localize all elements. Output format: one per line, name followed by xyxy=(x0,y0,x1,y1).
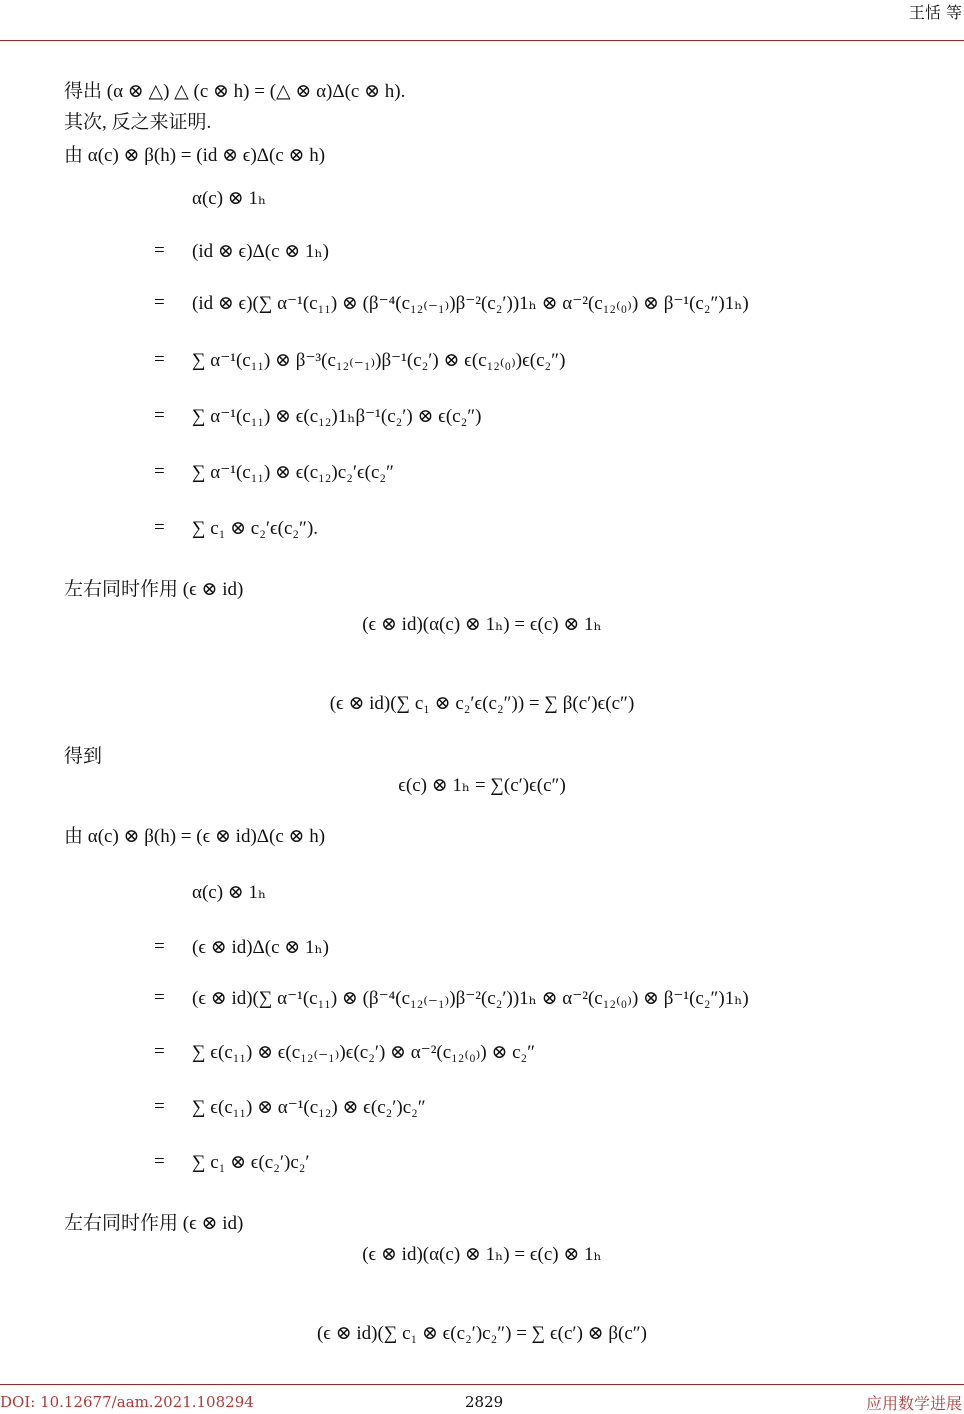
derivation2-step-4: ∑ ϵ(c₁₁) ⊗ α⁻¹(c₁₂) ⊗ ϵ(c₂′)c₂″ xyxy=(192,1097,426,1118)
derivation2-equals-4: = xyxy=(154,1096,165,1117)
page-number: 2829 xyxy=(465,1393,504,1411)
block1-equation-c: ϵ(c) ⊗ 1ₕ = ∑(c′)ϵ(c″) xyxy=(398,775,566,796)
block2-equation-a: (ϵ ⊗ id)(α(c) ⊗ 1ₕ) = ϵ(c) ⊗ 1ₕ xyxy=(362,1244,602,1265)
derivation1-step-3: ∑ α⁻¹(c₁₁) ⊗ β⁻³(c₁₂₍₋₁₎)β⁻¹(c₂′) ⊗ ϵ(c₁₂₍₀₎)ϵ(c₂″) xyxy=(192,350,566,371)
block2-equation-b: (ϵ ⊗ id)(∑ c₁ ⊗ ϵ(c₂′)c₂″) = ∑ ϵ(c′) ⊗ β(c″) xyxy=(316,1323,648,1344)
derivation2-first-line: α(c) ⊗ 1ₕ xyxy=(192,882,267,903)
derivation2-step-5: ∑ c₁ ⊗ ϵ(c₂′)c₂′ xyxy=(192,1152,310,1173)
derivation2-equals-1: = xyxy=(154,936,165,957)
footer-doi[interactable]: DOI: 10.12677/aam.2021.108294 xyxy=(0,1393,254,1411)
intro-line-3: 由 α(c) ⊗ β(h) = (id ⊗ ϵ)Δ(c ⊗ h) xyxy=(64,145,326,166)
derivation1-step-6: ∑ c₁ ⊗ c₂′ϵ(c₂″). xyxy=(192,518,319,539)
derivation1-step-5: ∑ α⁻¹(c₁₁) ⊗ ϵ(c₁₂)c₂′ϵ(c₂″ xyxy=(192,462,394,483)
block1-equation-b: (ϵ ⊗ id)(∑ c₁ ⊗ c₂′ϵ(c₂″)) = ∑ β(c′)ϵ(c″) xyxy=(329,693,635,714)
derivation1-step-1: (id ⊗ ϵ)Δ(c ⊗ 1ₕ) xyxy=(192,241,329,262)
derivation1-equals-1: = xyxy=(154,240,165,261)
running-header-author: 王恬 等 xyxy=(908,3,962,22)
block1-act-text: 左右同时作用 (ϵ ⊗ id) xyxy=(64,579,244,600)
derivation2-step-3: ∑ ϵ(c₁₁) ⊗ ϵ(c₁₂₍₋₁₎)ϵ(c₂′) ⊗ α⁻²(c₁₂₍₀₎) ⊗ c₂″ xyxy=(192,1042,536,1063)
derivation1-equals-6: = xyxy=(154,517,165,538)
derivation2-step-1: (ϵ ⊗ id)Δ(c ⊗ 1ₕ) xyxy=(192,937,329,958)
derivation1-first-line: α(c) ⊗ 1ₕ xyxy=(192,188,267,209)
derivation2-step-2: (ϵ ⊗ id)(∑ α⁻¹(c₁₁) ⊗ (β⁻⁴(c₁₂₍₋₁₎)β⁻²(c₂′))1ₕ ⊗ α⁻²(c₁₂₍₀₎) ⊗ β⁻¹(c₂″)1ₕ) xyxy=(192,988,749,1009)
derivation1-equals-4: = xyxy=(154,405,165,426)
block1-equation-a: (ϵ ⊗ id)(α(c) ⊗ 1ₕ) = ϵ(c) ⊗ 1ₕ xyxy=(362,614,602,635)
derivation1-step-2: (id ⊗ ϵ)(∑ α⁻¹(c₁₁) ⊗ (β⁻⁴(c₁₂₍₋₁₎)β⁻²(c₂′))1ₕ ⊗ α⁻²(c₁₂₍₀₎) ⊗ β⁻¹(c₂″)1ₕ) xyxy=(192,293,749,314)
derivation2-equals-5: = xyxy=(154,1151,165,1172)
block2-act-text: 左右同时作用 (ϵ ⊗ id) xyxy=(64,1213,244,1234)
header-divider xyxy=(0,40,964,41)
block1-by-text: 由 α(c) ⊗ β(h) = (ϵ ⊗ id)Δ(c ⊗ h) xyxy=(64,826,326,847)
block1-get-text: 得到 xyxy=(64,746,103,767)
intro-line-2: 其次, 反之来证明. xyxy=(64,112,212,133)
intro-line-1: 得出 (α ⊗ △) △ (c ⊗ h) = (△ ⊗ α)Δ(c ⊗ h). xyxy=(64,81,406,102)
derivation2-equals-3: = xyxy=(154,1041,165,1062)
footer-journal-name: 应用数学进展 xyxy=(865,1394,962,1413)
footer-divider xyxy=(0,1384,964,1385)
derivation1-equals-5: = xyxy=(154,461,165,482)
derivation2-equals-2: = xyxy=(154,987,165,1008)
derivation1-step-4: ∑ α⁻¹(c₁₁) ⊗ ϵ(c₁₂)1ₕβ⁻¹(c₂′) ⊗ ϵ(c₂″) xyxy=(192,406,482,427)
derivation1-equals-3: = xyxy=(154,349,165,370)
derivation1-equals-2: = xyxy=(154,292,165,313)
